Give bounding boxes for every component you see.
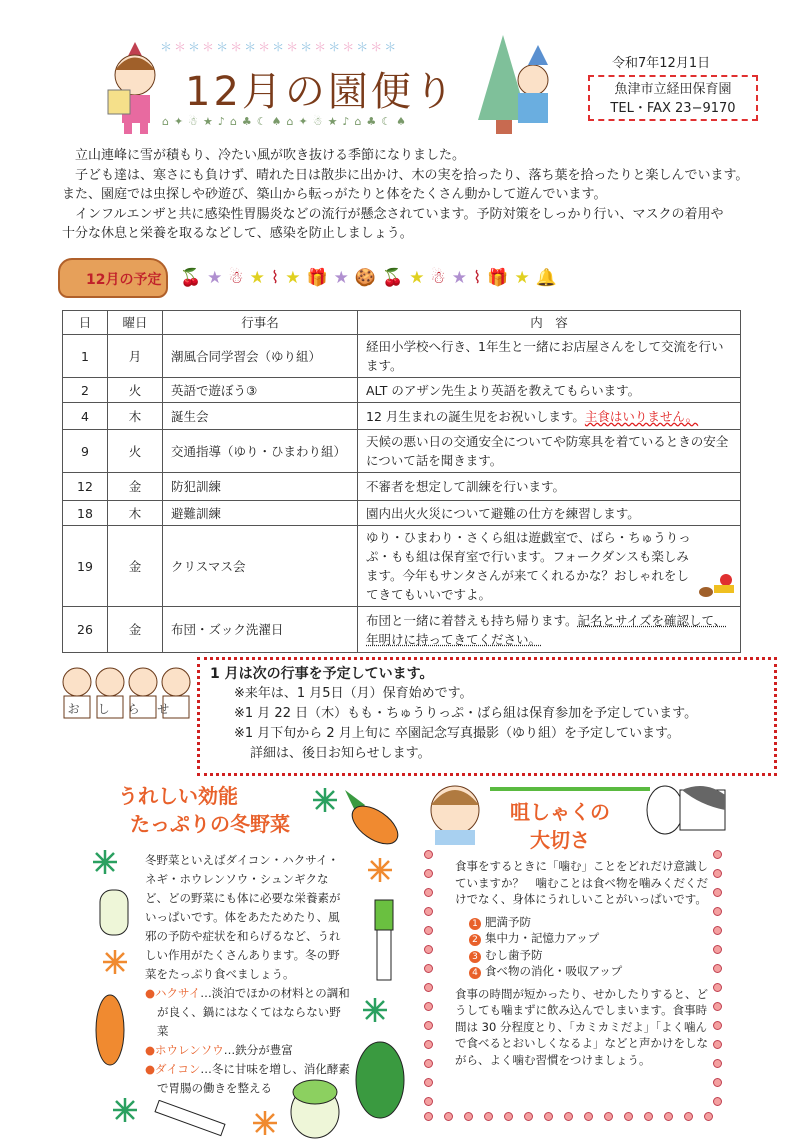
flower-icon (424, 1097, 433, 1106)
flower-icon (504, 1112, 513, 1121)
cell-detail: ALT のアザン先生より英語を教えてもらいます。 (358, 378, 741, 403)
flower-icon (424, 850, 433, 859)
flower-icon (424, 1021, 433, 1030)
cell-day: 12 (63, 473, 108, 501)
flower-icon (544, 1112, 553, 1121)
left-vegetable-illustrations (85, 840, 143, 1130)
veg-name: ホウレンソウ (155, 1043, 224, 1057)
benefit-item: 3 むし歯予防 (469, 947, 717, 964)
flower-icon (644, 1112, 653, 1121)
flower-icon (424, 983, 433, 992)
santa-sleigh-illustration (698, 572, 736, 602)
kids-sign-text: おしらせ (67, 702, 188, 716)
header-event: 行事名 (163, 311, 358, 335)
cell-detail: 園内出火火災について避難の仕方を練習します。 (358, 501, 741, 526)
schedule-table (62, 310, 741, 653)
cell-weekday: 月 (108, 335, 163, 378)
cell-weekday: 金 (108, 607, 163, 653)
org-name: 魚津市立経田保育園 (614, 82, 732, 97)
flower-icon (424, 907, 433, 916)
january-item: ※来年は、1 月5日（月）保育始めです。 (234, 686, 473, 701)
schedule-section (62, 310, 777, 776)
veg-desc: …淡泊でほかの材料との調和が良く、鍋にはなくてはならない野菜 (157, 986, 350, 1038)
leek-illustration (150, 1100, 230, 1140)
cell-weekday: 火 (108, 430, 163, 473)
flower-icon (713, 1078, 722, 1087)
flower-icon (424, 1078, 433, 1087)
intro-line: 十分な休息と栄養を取るなどして、感染を防止しましょう。 (62, 226, 413, 241)
veg-desc: …冬に甘味を増し、消化酵素で胃腸の働きを整える (157, 1062, 350, 1095)
flower-icon (424, 1112, 433, 1121)
january-notice-box (197, 657, 777, 776)
chewing-intro: 食事をするときに「噛む」ことをどれだけ意識していますか？ 噛むことは食べ物を噛みくだくだけでなく、身体にうれしいことがいっぱいです。 (455, 859, 708, 906)
january-item: ※1 月下旬から 2 月上旬に 卒園記念写真撮影（ゆり組）を予定しています。 (234, 726, 680, 741)
benefit-item: 2 集中力・記憶力アップ (469, 930, 717, 947)
snowflake-border: ＊＊＊＊＊＊＊＊＊＊＊＊＊＊＊＊＊ (160, 40, 399, 54)
detail-text: ゆり・ひまわり・さくら組は遊戯室で、ばら・ちゅうりっぷ・もも組は保育室で行います。フォークダンスも楽しみます。今年もサンタさんが来てくれるかな？おしゃれをしてきてもいいですよ。 (366, 530, 691, 602)
christmas-icon-row: ⌂✦☃★♪⌂♣☾♠⌂✦☃★♪⌂♣☾♠ (162, 115, 412, 128)
flower-icon (664, 1112, 673, 1121)
vegetables-body: 冬野菜といえばダイコン・ハクサイ・ネギ・ホウレンソウ・シュンギクなど、どの野菜にも体に必要な栄養素がいっぱいです。体をあたためたり、風邪の予防や症状を和らげるなど、うれしい作用がたくさんあります。冬の野菜をたっぷり食べましょう。 (145, 853, 341, 981)
vegetables-heading-line1: うれしい効能 (118, 784, 238, 808)
table-row (63, 335, 741, 378)
flower-icon (484, 1112, 493, 1121)
carrot-illustration (305, 780, 405, 850)
table-row (63, 607, 741, 653)
schedule-banner-label: 12月の予定 (86, 272, 162, 288)
flower-icon (713, 1097, 722, 1106)
veg-name: ダイコン (155, 1062, 201, 1076)
vegetables-heading (118, 782, 290, 838)
cell-event: 誕生会 (163, 403, 358, 430)
cabbage-illustration (285, 1072, 345, 1142)
flower-icon (684, 1112, 693, 1121)
cell-day: 26 (63, 607, 108, 653)
benefit-item: 4 食べ物の消化・吸収アップ (469, 963, 717, 980)
cell-event: 防犯訓練 (163, 473, 358, 501)
cell-day: 4 (63, 403, 108, 430)
january-item: 詳細は、後日お知らせします。 (250, 746, 431, 761)
flower-icon (424, 869, 433, 878)
flower-icon (424, 945, 433, 954)
chewing-heading-line2: 大切さ (530, 828, 590, 852)
issue-date: 令和7年12月1日 (612, 56, 711, 71)
cell-weekday: 金 (108, 526, 163, 607)
cell-event: クリスマス会 (163, 526, 358, 607)
contact-box (588, 75, 758, 121)
chewing-heading-line1: 咀しゃくの (510, 800, 610, 824)
tel-fax: TEL・FAX 23−9170 (610, 101, 736, 116)
benefits-list (469, 914, 717, 980)
snowflake-icon (250, 1108, 280, 1138)
intro-line: また、園庭では虫探しや砂遊び、築山から転っがたりと体をたくさん動かして遊んでいます。 (62, 187, 607, 202)
flower-icon (604, 1112, 613, 1121)
detail-text: 布団と一緒に着替えも持ち帰ります。 (366, 612, 578, 628)
flower-icon (704, 1112, 713, 1121)
cell-detail: 天候の悪い日の交通安全についてや防寒具を着ているときの安全について話を聞きます。 (358, 430, 741, 473)
flower-icon (444, 1112, 453, 1121)
flower-icon (624, 1112, 633, 1121)
intro-line: インフルエンザと共に感染性胃腸炎などの流行が懸念されています。予防対策をしっかり行い、マスクの着用や (75, 206, 724, 222)
cell-weekday: 木 (108, 403, 163, 430)
christmas-decor-row: 🍒★☃★⌇★🎁★🍪🍒★☃★⌇🎁★🔔 (180, 268, 563, 288)
detail-text: 12 月生まれの誕生児をお祝いします。 (366, 408, 585, 424)
intro-line: 子ども達は、寒さにも負けず、晴れた日は散歩に出かけ、木の実を拾ったり、落ち葉を拾ったりと楽しんでいます。 (75, 167, 749, 183)
table-row (63, 526, 741, 607)
cell-detail (358, 607, 741, 653)
flower-icon (424, 1040, 433, 1049)
flower-icon (424, 1002, 433, 1011)
vegetables-heading-line2: たっぷりの冬野菜 (130, 812, 290, 836)
cell-day: 18 (63, 501, 108, 526)
cell-event: 潮風合同学習会（ゆり組） (163, 335, 358, 378)
cell-event: 避難訓練 (163, 501, 358, 526)
cell-weekday: 火 (108, 378, 163, 403)
flower-icon (424, 888, 433, 897)
cell-detail: 経田小学校へ行き、1年生と一緒にお店屋さんをして交流を行います。 (358, 335, 741, 378)
veg-desc: …鉄分が豊富 (223, 1043, 293, 1057)
flower-icon (524, 1112, 533, 1121)
flower-icon (424, 964, 433, 973)
benefit-item: 1 肥満予防 (469, 914, 717, 931)
table-row (63, 403, 741, 430)
cell-detail (358, 403, 741, 430)
table-row (63, 378, 741, 403)
flower-icon (424, 1059, 433, 1068)
cell-event: 英語で遊ぼう③ (163, 378, 358, 403)
intro-paragraph (62, 146, 752, 244)
cell-day: 9 (63, 430, 108, 473)
cell-day: 2 (63, 378, 108, 403)
flower-icon (584, 1112, 593, 1121)
cell-detail (358, 526, 741, 607)
flower-icon (564, 1112, 573, 1121)
chewing-closing: 食事の時間が短かったり、せかしたりすると、どうしても噛まずに飲み込んでしまいます。食事時間は 30 分程度とり、「カミカミだよ」「よく噛んで食べるとおいしくなるよ」などと声かけをしながら、よく噛む習慣をつけましょう。 (455, 986, 708, 1067)
cell-detail: 不審者を想定して訓練を行います。 (358, 473, 741, 501)
january-item: ※1 月 22 日（木）もも・ちゅうりっぷ・ばら組は保育参加を予定しています。 (234, 706, 698, 721)
page-title: 12月の園便り (185, 69, 457, 115)
cell-weekday: 金 (108, 473, 163, 501)
cell-event: 交通指導（ゆり・ひまわり組） (163, 430, 358, 473)
cell-weekday: 木 (108, 501, 163, 526)
header-weekday: 曜日 (108, 311, 163, 335)
intro-line: 立山連峰に雪が積もり、冷たい風が吹き抜ける季節になりました。 (75, 148, 466, 163)
header-detail: 内 容 (358, 311, 741, 335)
header-day: 日 (63, 311, 108, 335)
veg-name: ハクサイ (155, 986, 201, 1000)
table-row (63, 501, 741, 526)
schedule-banner (58, 258, 168, 298)
vegetables-text: 冬野菜といえばダイコン・ハクサイ・ネギ・ホウレンソウ・シュンギクなど、どの野菜にも体に必要な栄養素がいっぱいです。体をあたためたり、風邪の予防や症状を和らげるなど、うれしい作用がたくさんあります。冬の野菜をたっぷり食べましょう。 ●ハクサイ…淡泊でほかの材料との調和が良く、鍋にはなくてはならない野菜 ●ホウレンソウ…鉄分が豊富 ●ダイコン…冬に甘味を増し、消化酵素で胃腸の働きを整える (145, 853, 350, 1095)
cell-day: 1 (63, 335, 108, 378)
flower-icon (424, 926, 433, 935)
january-heading: 1 月は次の行事を予定しています。 (210, 666, 434, 682)
boy-decorating-tree-illustration (478, 35, 558, 135)
table-header-row (63, 311, 741, 335)
detail-note: 記名とサイズを確認して、年明けに持ってきてください。 (366, 612, 727, 647)
chewing-text (455, 858, 717, 1068)
table-row (63, 473, 741, 501)
cell-event: 布団・ズック洗濯日 (163, 607, 358, 653)
detail-note-red: 主食はいりません。 (584, 408, 699, 424)
flower-icon (464, 1112, 473, 1121)
cell-day: 19 (63, 526, 108, 607)
chewing-heading (510, 798, 610, 854)
right-vegetable-illustrations (355, 850, 415, 1130)
table-row (63, 430, 741, 473)
